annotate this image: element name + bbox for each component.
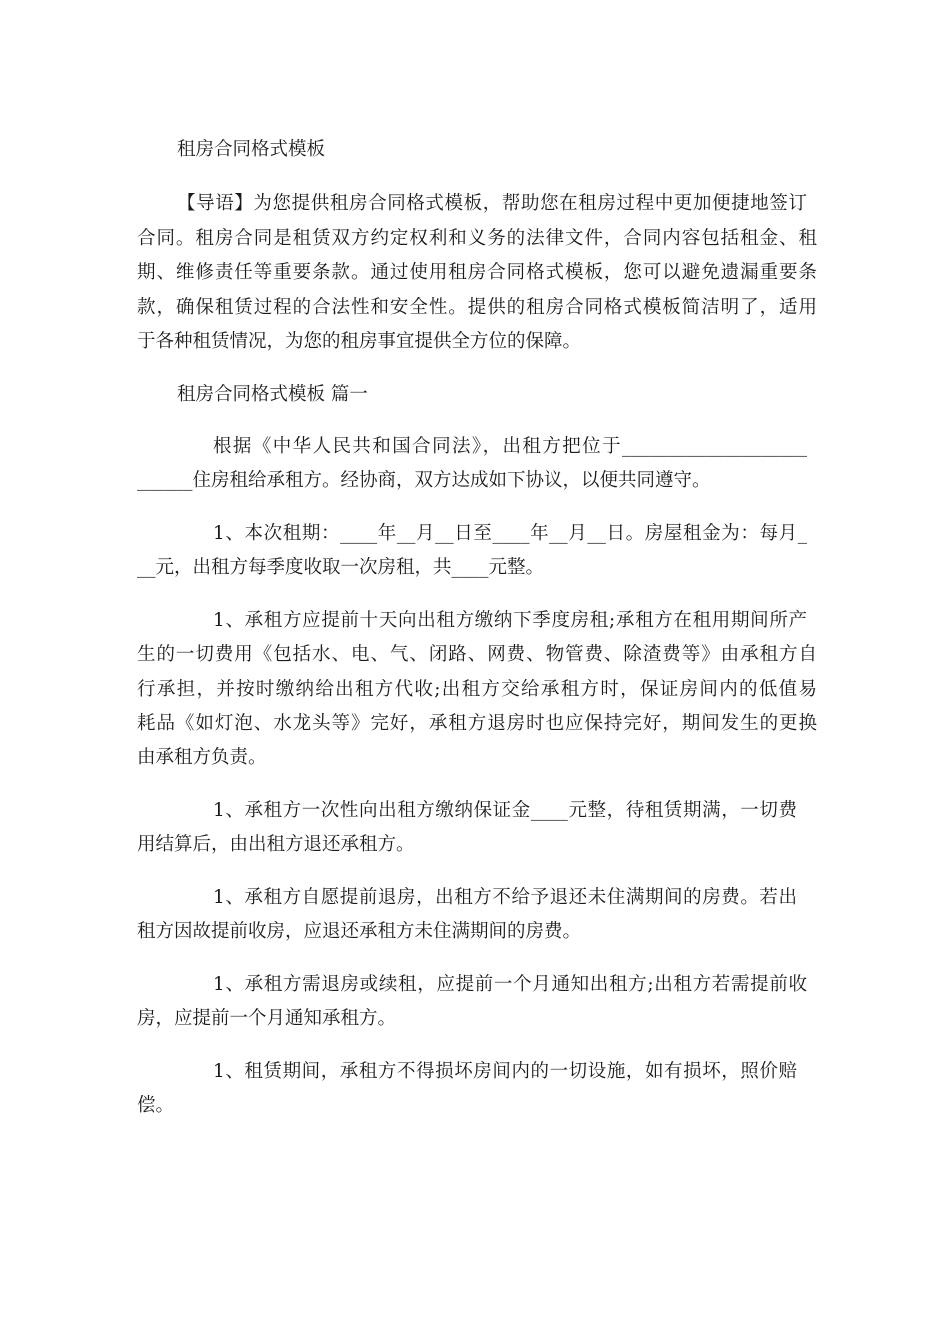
clause-line: 1、承租方需退房或续租，应提前一个月通知出租方;出租方若需提前收: [213, 974, 807, 995]
clause-line: 行承担，并按时缴纳给出租方代收;出租方交给承租方时，保证房间内的低值易: [137, 679, 817, 700]
clause-line: 1、承租方应提前十天向出租方缴纳下季度房租;承租方在租用期间所产: [213, 610, 807, 631]
intro-line: 期、维修责任等重要条款。通过使用租房合同格式模板，您可以避免遗漏重要条: [137, 262, 817, 283]
clause-line: 根据《中华人民共和国合同法》，出租方把位于____________________: [213, 436, 807, 457]
clause-line: 1、租赁期间，承租方不得损坏房间内的一切设施，如有损坏，照价赔: [213, 1061, 797, 1082]
section-title: 租房合同格式模板 篇一: [177, 384, 368, 405]
clause-line: __元，出租方每季度收取一次房租，共____元整。: [137, 557, 545, 578]
clause-line: 用结算后，由出租方退还承租方。: [137, 834, 415, 855]
clause-line: 由承租方负责。: [137, 747, 267, 768]
document-title: 租房合同格式模板: [177, 139, 326, 160]
intro-line: 合同。租房合同是租赁双方约定权利和义务的法律文件，合同内容包括租金、租: [137, 228, 817, 249]
intro-line: 于各种租赁情况，为您的租房事宜提供全方位的保障。: [137, 331, 582, 352]
clause-line: 1、承租方自愿提前退房，出租方不给予退还未住满期间的房费。若出: [213, 887, 797, 908]
clause-line: 1、承租方一次性向出租方缴纳保证金____元整，待租赁期满，一切费: [213, 800, 797, 821]
clause-line: ______住房租给承租方。经协商，双方达成如下协议，以便共同遵守。: [137, 470, 711, 491]
clause-line: 房，应提前一个月通知承租方。: [137, 1008, 397, 1029]
clause-line: 租方因故提前收房，应退还承租方未住满期间的房费。: [137, 921, 582, 942]
clause-line: 耗品《如灯泡、水龙头等》完好，承租方退房时也应保持完好，期间发生的更换: [137, 713, 817, 734]
clause-line: 生的一切费用《包括水、电、气、闭路、网费、物管费、除渣费等》由承租方自: [137, 644, 817, 665]
clause-line: 偿。: [137, 1095, 175, 1116]
intro-line: 【导语】为您提供租房合同格式模板，帮助您在租房过程中更加便捷地签订: [177, 193, 807, 214]
clause-line: 1、本次租期：____年__月__日至____年__月__日。房屋租金为：每月_: [213, 523, 807, 544]
intro-line: 款，确保租赁过程的合法性和安全性。提供的租房合同格式模板简洁明了，适用: [137, 297, 817, 318]
